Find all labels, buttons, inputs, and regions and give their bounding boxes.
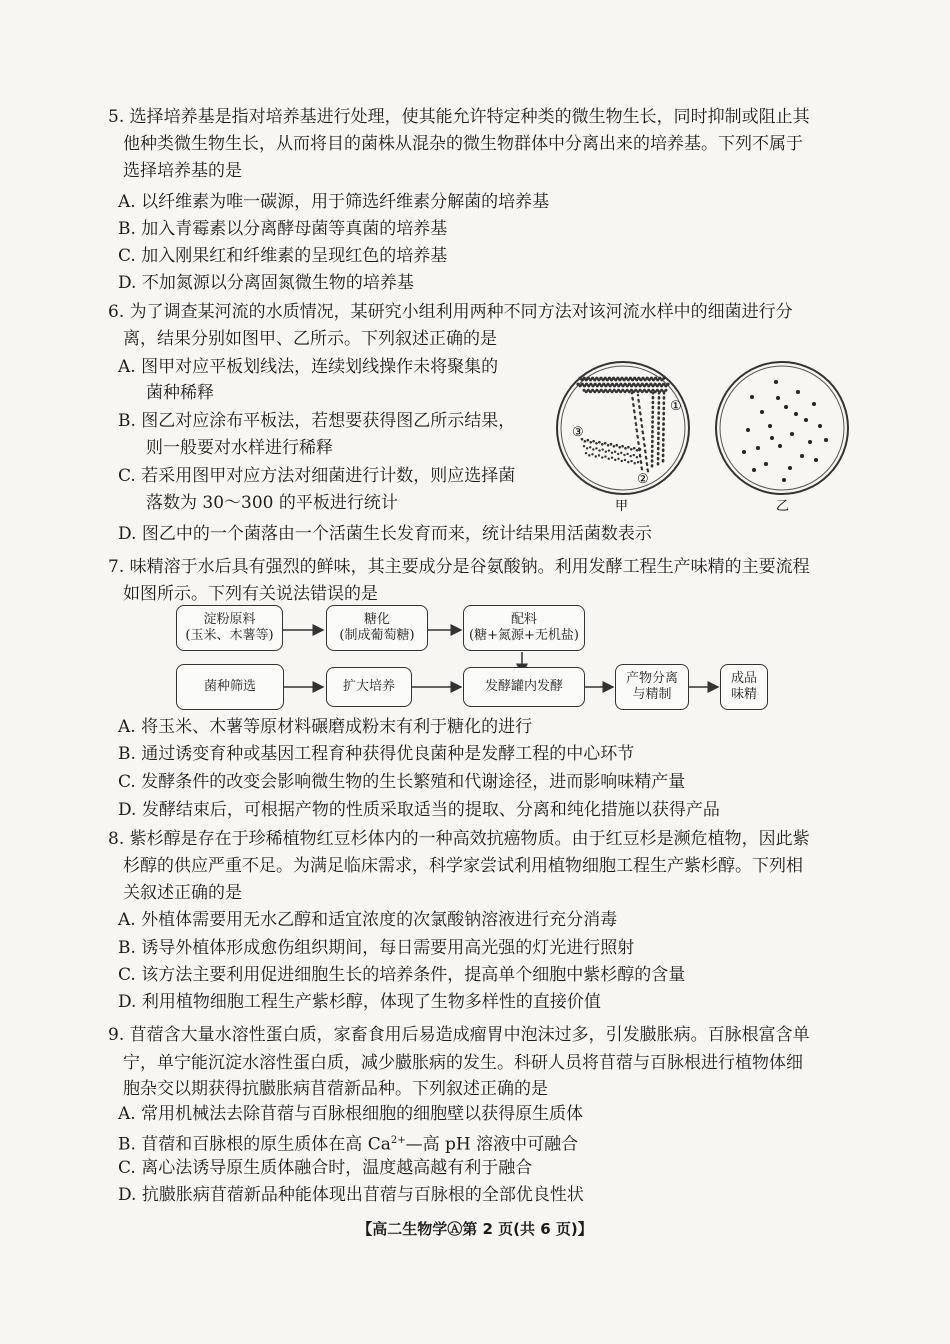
dish-yi — [716, 362, 848, 494]
streak-colony — [657, 417, 660, 420]
streak-colony — [658, 397, 661, 400]
colony-dot — [812, 402, 816, 406]
streak-colony — [617, 458, 619, 460]
streak-colony — [640, 419, 642, 421]
streak-colony — [643, 438, 645, 440]
streak-colony — [639, 448, 642, 451]
streak-colony — [634, 462, 636, 464]
streak-colony — [595, 447, 597, 449]
streak-colony — [592, 440, 595, 443]
streak-colony — [624, 459, 626, 461]
colony-dot — [752, 468, 756, 472]
colony-dot — [788, 466, 792, 470]
streak-colony — [652, 397, 655, 400]
streak-colony — [646, 464, 648, 466]
streak-colony — [586, 447, 588, 449]
streak-colony — [591, 453, 593, 455]
streak-colony — [634, 417, 636, 419]
q6-option-a-cont: 菌种稀释 — [146, 383, 214, 403]
streak-colony — [651, 426, 654, 429]
streak-colony — [604, 455, 606, 457]
colony-dot — [794, 412, 798, 416]
streak-colony — [592, 448, 594, 450]
streak-colony — [614, 459, 616, 461]
streak-colony — [643, 445, 645, 447]
q9-option-b-post: —高 pH 溶液中可融合 — [405, 1134, 579, 1155]
streak-colony — [665, 389, 668, 392]
streak-colony — [637, 394, 639, 396]
streak-colony — [607, 444, 610, 447]
colony-dot — [768, 424, 772, 428]
streak-colony — [657, 443, 660, 446]
streak-colony — [595, 442, 598, 445]
flow-box-product — [720, 664, 768, 710]
streak-colony — [613, 445, 616, 448]
colony-dot — [804, 418, 808, 422]
colony-dot — [774, 380, 778, 384]
streak-colony — [604, 442, 607, 445]
q5-option-a: A. 以纤维素为唯一碳源，用于筛选纤维素分解菌的培养基 — [118, 192, 550, 212]
streak-colony — [616, 444, 619, 447]
streak-colony — [630, 460, 632, 462]
streak-colony — [620, 452, 622, 454]
streak-colony — [638, 407, 640, 409]
colony-dot — [756, 446, 760, 450]
streak-colony — [666, 383, 669, 386]
streak-colony — [663, 402, 666, 405]
streak-colony — [662, 434, 665, 437]
streak-colony — [623, 454, 625, 456]
q6-option-d: D. 图乙中的一个菌落由一个活菌生长发育而来，统计结果用活菌数表示 — [118, 524, 652, 544]
streak-colony — [637, 443, 639, 445]
streak-colony — [598, 441, 601, 444]
colony-dot — [764, 462, 768, 466]
colony-dot — [818, 424, 822, 428]
streak-colony — [651, 421, 654, 424]
q7-option-b: B. 通过诱变育种或基因工程育种获得优良菌种是发酵工程的中心环节 — [118, 744, 635, 764]
q8-option-a: A. 外植体需要用无水乙醇和适宜浓度的次氯酸钠溶液进行充分消毒 — [118, 910, 618, 930]
streak-colony — [611, 452, 613, 454]
streak-colony — [662, 429, 665, 432]
streak-colony — [662, 439, 665, 442]
streak-colony — [589, 441, 592, 444]
colony-dot — [746, 428, 750, 432]
streak-colony — [657, 422, 660, 425]
streak-colony — [662, 460, 665, 463]
streak-colony — [662, 455, 665, 458]
streak-colony — [633, 454, 635, 456]
streak-colony — [632, 405, 634, 407]
q9-stem-line1: 9. 苜蓿含大量水溶性蛋白质，家畜食用后易造成瘤胃中泡沫过多，引发臌胀病。百脉根富含单 — [108, 1025, 810, 1045]
q5-stem-line2: 他种类微生物生长，从而将目的菌株从混杂的微生物群体中分离出来的培养基。下列不属于 — [123, 134, 803, 154]
colony-dot — [808, 440, 812, 444]
streak-colony — [651, 445, 654, 448]
q9-stem-line3: 胞杂交以期获得抗臌胀病苜蓿新品种。下列叙述正确的是 — [123, 1079, 548, 1099]
streak-colony — [638, 400, 640, 402]
streak-colony — [631, 392, 633, 394]
colony-dot — [770, 436, 774, 440]
colony-dot — [784, 405, 788, 409]
colony-dot — [776, 396, 780, 400]
flow-box-saccharify-title: 糖化 — [363, 612, 390, 627]
streak-colony — [657, 438, 660, 441]
flow-box-scale-up — [326, 667, 412, 707]
q5-option-b: B. 加入青霉素以分离酵母菌等真菌的培养基 — [118, 219, 448, 239]
q5-stem-line3: 选择培养基的是 — [123, 161, 242, 181]
streak-colony — [645, 457, 647, 459]
q6-option-b-cont: 则一般要对水样进行稀释 — [146, 438, 333, 458]
streak-colony — [652, 402, 655, 405]
page-footer: 【高二生物学Ⓐ第 2 页(共 6 页)】 — [357, 1220, 593, 1238]
q5-option-d: D. 不加氮源以分离固氮微生物的培养基 — [118, 273, 414, 293]
streak-colony — [639, 455, 641, 457]
streak-colony — [598, 454, 600, 456]
flow-box-separation-sub: 与精制 — [632, 687, 672, 702]
streak-colony — [640, 462, 642, 464]
streak-colony — [657, 463, 660, 466]
colony-dot — [760, 410, 764, 414]
streak-colony — [662, 423, 665, 426]
streak-colony — [651, 431, 654, 434]
q8-option-d: D. 利用植物细胞工程生产紫杉醇，体现了生物多样性的直接价值 — [118, 992, 601, 1012]
flow-box-saccharify — [326, 605, 428, 651]
flow-box-ingredients-sub: (糖+氮源+无机盐) — [469, 628, 579, 643]
streak-colony — [641, 468, 643, 470]
flow-box-starch-sub: (玉米、木薯等) — [185, 628, 274, 643]
streak-colony — [651, 455, 654, 458]
flow-box-starch-title: 淀粉原料 — [203, 612, 256, 627]
colony-dot — [750, 395, 754, 399]
streak-colony — [632, 398, 634, 400]
streak-colony — [651, 465, 654, 468]
q9-option-b-pre: B. 苜蓿和百脉根的原生质体在高 Ca — [118, 1134, 391, 1155]
q8-stem-line2: 杉醇的供应严重不足。为满足临床需求，科学家尝试利用植物细胞工程生产紫杉醇。下列相 — [123, 856, 803, 876]
q9-option-c: C. 离心法诱导原生质体融合时，温度越高越有利于融合 — [118, 1158, 533, 1178]
colony-dot — [796, 390, 800, 394]
flow-box-product-title: 成品 — [730, 671, 757, 686]
streak-colony — [641, 426, 643, 428]
streak-colony — [636, 430, 638, 432]
streak-colony — [624, 447, 627, 450]
region-mark-1: ① — [670, 399, 682, 414]
streak-colony — [618, 446, 621, 449]
streak-colony — [658, 392, 661, 395]
streak-colony — [630, 448, 633, 451]
streak-colony — [636, 449, 639, 452]
flow-box-separation-title: 产物分离 — [625, 671, 678, 686]
flow-box-starch — [176, 605, 283, 651]
streak-colony — [658, 402, 661, 405]
flow-box-strain-screening — [176, 664, 284, 710]
streak-colony — [651, 416, 654, 419]
q7-option-c: C. 发酵条件的改变会影响微生物的生长繁殖和代谢途径，进而影响味精产量 — [118, 772, 686, 792]
streak-colony — [639, 413, 641, 415]
streak-colony — [657, 427, 660, 430]
streak-colony — [651, 411, 654, 414]
streak-colony — [608, 449, 610, 451]
colony-dot — [778, 444, 782, 448]
streak-colony — [608, 458, 610, 460]
flow-box-fermentation-title: 发酵罐内发酵 — [484, 679, 563, 694]
streak-colony — [651, 460, 654, 463]
q8-option-b: B. 诱导外植体形成愈伤组织期间，每日需要用高光强的灯光进行照射 — [118, 938, 635, 958]
streak-colony — [651, 450, 654, 453]
q6-option-c: C. 若采用图甲对应方法对细菌进行计数，则应选择菌 — [118, 466, 516, 486]
streak-colony — [663, 392, 666, 395]
streak-colony — [626, 453, 628, 455]
streak-colony — [642, 432, 644, 434]
q6-option-a: A. 图甲对应平板划线法，连续划线操作未将聚集的 — [118, 357, 499, 377]
streak-colony — [595, 455, 597, 457]
flow-box-saccharify-sub: (制成葡萄糖) — [339, 628, 415, 643]
q9-option-b — [118, 1130, 578, 1156]
streak-colony — [657, 458, 660, 461]
streak-colony — [637, 436, 639, 438]
dish-label-yi: 乙 — [776, 499, 790, 514]
q9-option-a: A. 常用机械法去除苜蓿与百脉根细胞的细胞壁以获得原生质体 — [118, 1104, 584, 1124]
colony-dot — [782, 478, 786, 482]
flow-box-scale-up-title: 扩大培养 — [342, 679, 395, 694]
streak-colony — [644, 451, 646, 453]
streak-colony — [663, 397, 666, 400]
colony-dot — [824, 438, 828, 442]
colony-dot — [814, 458, 818, 462]
region-mark-3: ③ — [572, 425, 584, 440]
streak-colony — [598, 449, 600, 451]
streak-colony — [587, 439, 590, 442]
streak-colony — [657, 412, 660, 415]
streak-colony — [636, 456, 638, 458]
streak-colony — [614, 451, 616, 453]
streak-colony — [662, 449, 665, 452]
dish-label-jia: 甲 — [615, 499, 629, 514]
streak-colony — [601, 443, 604, 446]
colony-dot — [790, 432, 794, 436]
q5-option-c: C. 加入刚果红和纤维素的呈现红色的培养基 — [118, 246, 448, 266]
streak-colony — [657, 407, 660, 410]
streak-colony — [621, 445, 624, 448]
q6-stem-line2: 离，结果分别如图甲、乙所示。下列叙述正确的是 — [123, 329, 497, 349]
streak-colony — [583, 445, 585, 447]
streak-colony — [662, 408, 665, 411]
flow-box-strain-screening-title: 菌种筛选 — [203, 679, 256, 694]
streak-colony — [588, 454, 590, 456]
flow-box-separation — [615, 664, 689, 710]
streak-colony — [657, 448, 660, 451]
q6-option-c-cont: 落数为 30～300 的平板进行统计 — [146, 493, 398, 513]
q9-option-d: D. 抗臌胀病苜蓿新品种能体现出苜蓿与百脉根的全部优良性状 — [118, 1185, 584, 1205]
streak-colony — [621, 460, 623, 462]
q8-stem-line1: 8. 紫杉醇是存在于珍稀植物红豆杉体内的一种高效抗癌物质。由于红豆杉是濒危植物，因此紫 — [108, 829, 810, 849]
streak-colony — [605, 450, 607, 452]
streak-colony — [635, 424, 637, 426]
streak-colony — [652, 407, 655, 410]
q6-stem-line1: 6. 为了调查某河流的水质情况，某研究小组利用两种不同方法对该河流水样中的细菌进行分 — [108, 302, 793, 322]
streak-colony — [584, 440, 587, 443]
streak-colony — [662, 444, 665, 447]
flow-box-product-sub: 味精 — [730, 687, 757, 702]
streak-colony — [652, 392, 655, 395]
streak-colony — [633, 411, 635, 413]
streak-colony — [617, 453, 619, 455]
flow-box-ingredients — [463, 605, 585, 651]
flow-box-fermentation — [463, 667, 585, 707]
q7-stem-line2: 如图所示。下列有关说法错误的是 — [123, 584, 378, 604]
streak-colony — [589, 446, 591, 448]
streak-colony — [610, 443, 613, 446]
region-mark-2: ② — [637, 472, 649, 487]
petri-dish-figure — [540, 352, 880, 522]
q7-option-d: D. 发酵结束后，可根据产物的性质采取适当的提取、分离和纯化措施以获得产品 — [118, 800, 720, 820]
q6-option-b: B. 图乙对应涂布平板法，若想要获得图乙所示结果， — [118, 411, 516, 431]
streak-colony — [633, 447, 636, 450]
streak-colony — [601, 456, 603, 458]
streak-colony — [662, 377, 665, 380]
q8-option-c: C. 该方法主要利用促进细胞生长的培养条件，提高单个细胞中紫杉醇的含量 — [118, 965, 686, 985]
streak-colony — [585, 452, 587, 454]
q8-stem-line3: 关叙述正确的是 — [123, 883, 242, 903]
flow-box-ingredients-title: 配料 — [510, 612, 537, 627]
streak-colony — [627, 461, 629, 463]
q5-stem-line1: 5. 选择培养基是指对培养基进行处理，使其能允许特定种类的微生物生长，同时抑制或阻止其 — [108, 107, 810, 127]
streak-colony — [662, 418, 665, 421]
streak-colony — [662, 413, 665, 416]
streak-colony — [611, 457, 613, 459]
streak-colony — [627, 446, 630, 449]
colony-dot — [742, 450, 746, 454]
q9-stem-line2: 宁，单宁能沉淀水溶性蛋白质，减少臌胀病的发生。科研人员将苜蓿与百脉根进行植物体细 — [123, 1053, 803, 1073]
q7-option-a: A. 将玉米、木薯等原材料碾磨成粉末有利于糖化的进行 — [118, 717, 533, 737]
streak-colony — [601, 448, 603, 450]
streak-colony — [657, 453, 660, 456]
q9-option-b-sup: 2+ — [390, 1135, 406, 1146]
streak-colony — [629, 455, 631, 457]
streak-colony — [637, 461, 639, 463]
streak-colony — [657, 432, 660, 435]
q7-stem-line1: 7. 味精溶于水后具有强烈的鲜味，其主要成分是谷氨酸钠。利用发酵工程生产味精的主要流程 — [108, 557, 810, 577]
colony-dot — [800, 454, 804, 458]
streak-colony — [651, 436, 654, 439]
streak-colony — [651, 441, 654, 444]
